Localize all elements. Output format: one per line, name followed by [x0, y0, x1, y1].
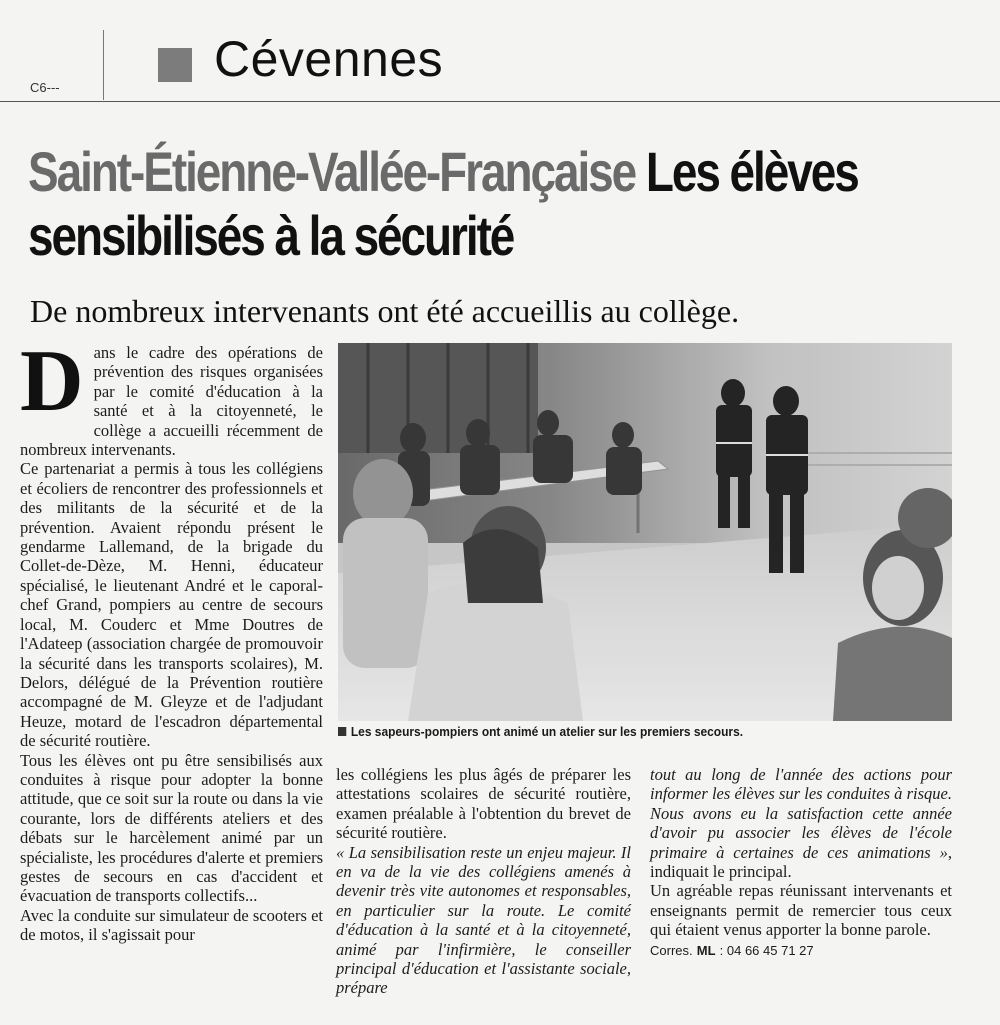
- quote-attribution: , indiquait le principal.: [650, 842, 952, 882]
- byline: [650, 940, 952, 960]
- paragraph: Avec la conduite sur simulateur de scooters et de motos, il s'agissait pour: [20, 905, 323, 945]
- quote-text: tout au long de l'année des actions pour informer les élèves sur les conduites à risque. Nous avons eu la satisfaction cette année d'avoir pu associer les élèves de l'école primaire à certaines de ces animations »: [650, 765, 952, 862]
- paragraph: [650, 765, 952, 881]
- byline-phone: : 04 66 45 71 27: [719, 942, 814, 958]
- headline: [28, 140, 914, 268]
- headline-place: Saint-Étienne-Vallée-Française: [28, 140, 636, 203]
- byline-prefix: Corres.: [650, 942, 693, 958]
- header-vertical-rule: [103, 30, 104, 100]
- paragraph-text: ans le cadre des opérations de prévention des risques organisées par le comité d'éducation à la santé et à la citoyenneté, le collège a accueilli récemment de nombreux intervenants.: [20, 343, 323, 460]
- drop-cap: D: [20, 333, 84, 430]
- caption-text: Les sapeurs-pompiers ont animé un atelier sur les premiers secours.: [350, 724, 744, 739]
- section-marker-square: [158, 48, 192, 82]
- quote-paragraph: « La sensibilisation reste un enjeu majeur. Il en va de la vie des collégiens amenés à devenir très vite autonomes et responsables, en particulier sur la route. Le comité d'éducation à la santé et à la citoyenneté, animé par l'infirmière, le conseiller principal d'éducation et l'assistante sociale, prépare: [336, 842, 631, 998]
- photo-caption: [338, 724, 903, 739]
- standfirst: De nombreux intervenants ont été accueillis au collège.: [30, 293, 740, 329]
- body-column-3: [650, 765, 952, 960]
- body-column-1: [20, 333, 323, 945]
- paragraph: Ce partenariat a permis à tous les collégiens et écoliers de rencontrer des professionnels et des militants de la sécurité et de la prévention. Avaient répondu présent le gendarme Lallemand, de la brigade du Collet-de-Dèze, M. Henni, éducateur spécialisé, le lieutenant André et le caporal-chef Grand, pompiers au centre de secours local, M. Couderc et Mme Doutres de l'Adateep (association chargée de promouvoir la sécurité dans les transports scolaires), M. Delors, délégué de la Prévention routière accompagné de M. Gleyze et de l'adjudant Heuze, motard de l'escadron départemental de sécurité routière.: [20, 459, 323, 751]
- paragraph: Tous les élèves ont pu être sensibilisés aux conduites à risque pour adopter la bonne attitude, que ce soit sur la route ou dans la vie courante, lors de différents ateliers et des débats sur le harcèlement animé par un spécialiste, les procédures d'alerte et premiers gestes de secours en cas d'accident et évacuation de transports collectifs...: [20, 750, 323, 906]
- caption-marker-square: [338, 727, 346, 736]
- headline-title: Les élèves sensibilisés à la sécurité: [28, 140, 858, 267]
- article-photo: [338, 343, 952, 721]
- page-number: C6---: [30, 80, 60, 95]
- body-column-2: [336, 765, 631, 998]
- paragraph: [20, 333, 323, 460]
- byline-name: ML: [696, 942, 716, 958]
- paragraph: Un agréable repas réunissant intervenants et enseignants permit de remercier tous ceux qui étaient venus apporter la bonne parole.: [650, 881, 952, 940]
- paragraph: les collégiens les plus âgés de préparer les attestations scolaires de sécurité routière, examen préalable à l'obtention du brevet de sécurité routière.: [336, 765, 631, 843]
- section-title: Cévennes: [214, 31, 444, 87]
- header-rule: [0, 101, 1000, 102]
